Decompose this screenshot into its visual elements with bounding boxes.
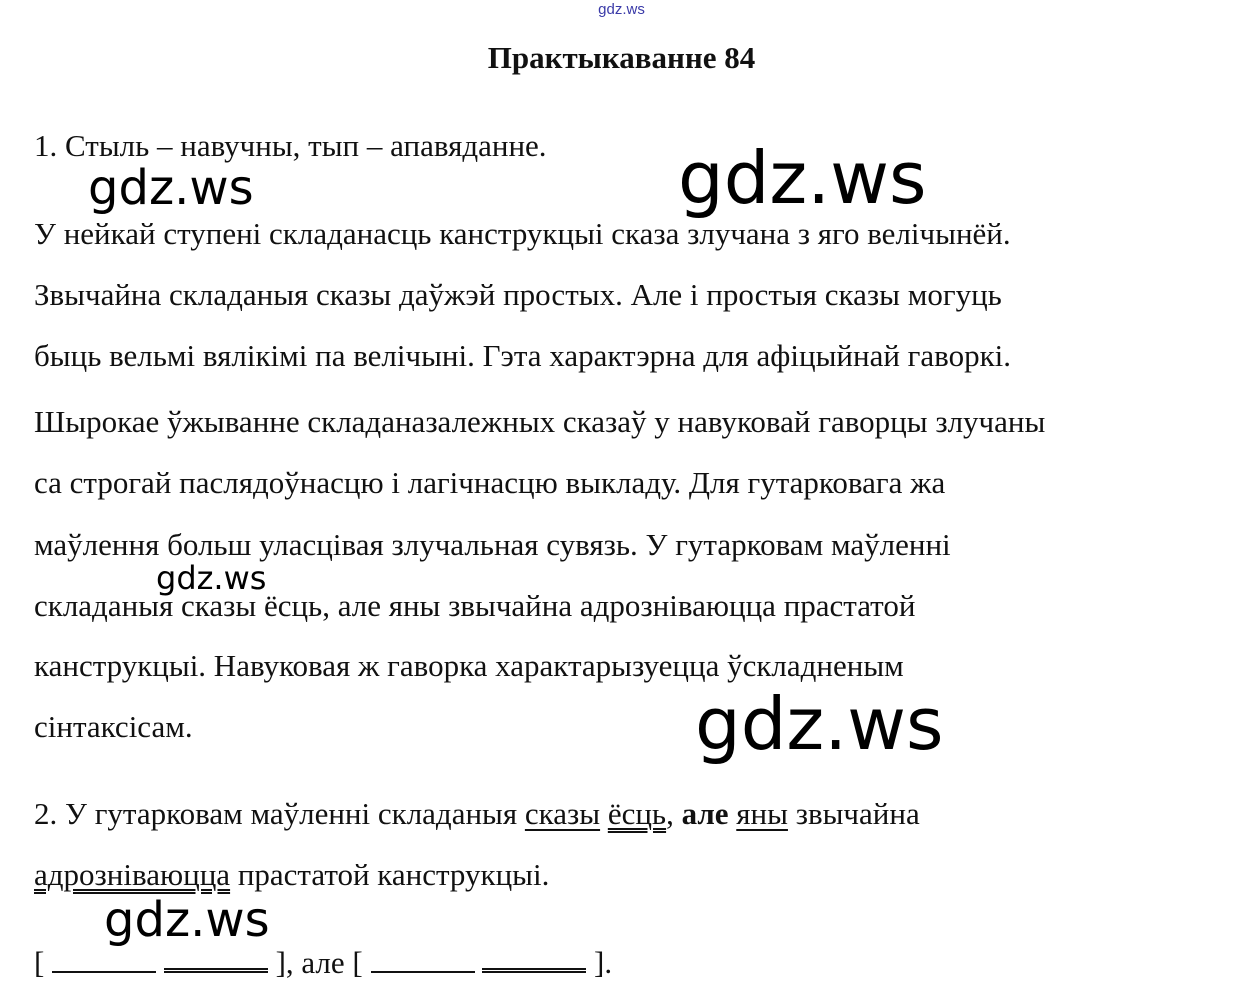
task2-line-2 <box>34 857 549 893</box>
task1-line: быць вельмі вялікімі па велічыні. Гэта характэрна для афіцыйнай гаворкі. <box>34 338 1011 373</box>
task1-line: Шырокае ўжыванне складаназалежных сказаў у навуковай гаворцы злучаны <box>34 404 1046 439</box>
task1-line: складаныя сказы ёсць, але яны звычайна адрозніваюцца прастатой <box>34 588 916 623</box>
task1-line: канструкцыі. Навуковая ж гаворка характарызуецца ўскладненым <box>34 648 904 683</box>
task2-text: прастатой канструкцыі. <box>230 857 550 892</box>
top-watermark: gdz.ws <box>598 1 645 18</box>
task1-line: У нейкай ступені складанасць канструкцыі сказа злучана з яго велічынёй. <box>34 216 1011 251</box>
watermark: gdz.ws <box>104 892 270 948</box>
scheme-bracket: ]. <box>594 945 613 980</box>
watermark: gdz.ws <box>88 160 254 216</box>
predicate-slot <box>482 944 586 973</box>
scheme-conjunction: ], але [ <box>275 945 363 980</box>
sentence-scheme <box>34 944 612 981</box>
predicate-slot <box>164 944 268 973</box>
task2-line-1 <box>34 796 920 832</box>
task1-heading: 1. Стыль – навучны, тып – апавяданне. <box>34 128 547 163</box>
watermark: gdz.ws <box>156 559 267 597</box>
task2-text: звычайна <box>787 796 920 831</box>
task1-line: маўлення больш уласцівая злучальная сувязь. У гутарковам маўленні <box>34 527 951 562</box>
task1-line: Звычайна складаныя сказы даўжэй простых. Але і простыя сказы могуць <box>34 277 1002 312</box>
predicate-word: ёсць <box>607 796 667 831</box>
watermark: gdz.ws <box>678 136 927 220</box>
task2-text: 2. У гутарковам маўленні складаныя <box>34 796 525 831</box>
scheme-bracket: [ <box>34 945 45 980</box>
task1-line: сінтаксісам. <box>34 709 193 744</box>
conjunction-word: але <box>681 796 729 831</box>
subject-word: сказы <box>524 796 601 831</box>
subject-slot <box>371 947 475 973</box>
watermark: gdz.ws <box>695 682 944 766</box>
comma: , <box>666 796 674 831</box>
subject-slot <box>52 947 156 973</box>
subject-word: яны <box>736 796 788 831</box>
predicate-word: адрозніваюцца <box>34 857 231 892</box>
task1-line: са строгай паслядоўнасцю і лагічнасцю выкладу. Для гутарковага жа <box>34 465 946 500</box>
page-title: Практыкаванне 84 <box>487 40 756 75</box>
